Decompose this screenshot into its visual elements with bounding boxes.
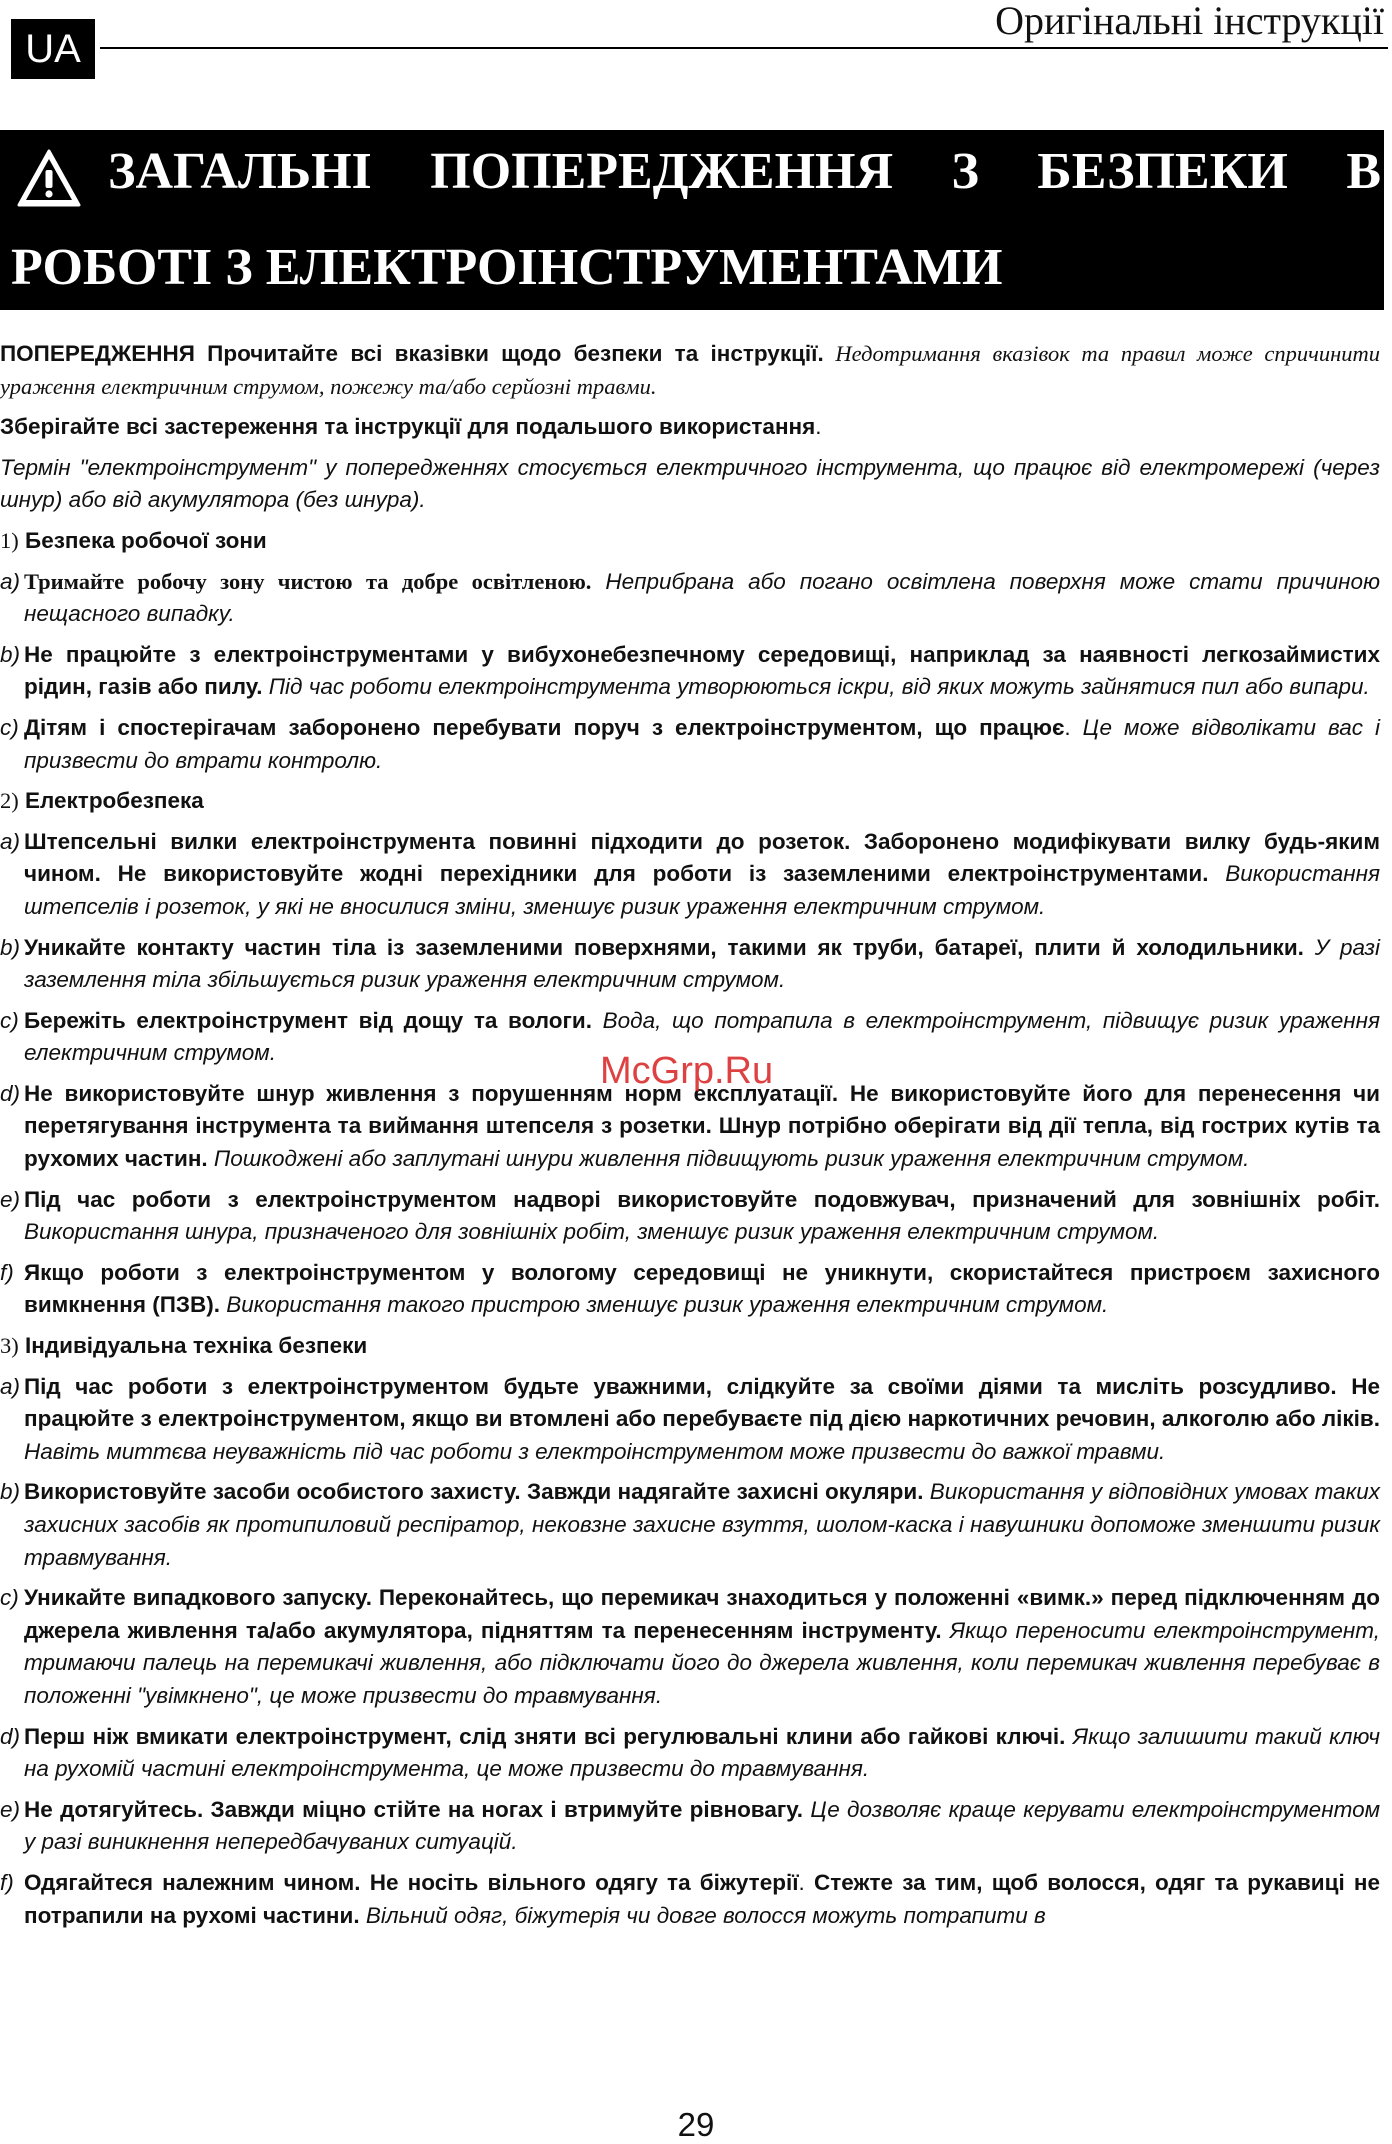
item-explanation: Це може відволікати вас і призвести до втрати контролю. [24,714,1380,773]
list-item [0,1371,1380,1469]
item-dot: . [798,1869,805,1895]
save-instruction: Зберігайте всі застереження та інструкції для подальшого використання [0,414,816,440]
save-paragraph [0,411,1380,444]
item-rule: Не використовуйте шнур живлення з порушенням норм експлуатації. Не використовуйте його для перенесення чи перетягування інструмента та виймання штепселя з розетки. Шнур потрібно оберігати від дії тепла, від гострих кутів та рухомих частин. [24,1080,1380,1172]
item-explanation: Неприбрана або погано освітлена поверхня може стати причиною нещасного випадку. [24,568,1380,627]
item-label: c) [0,1585,19,1611]
warning-lead: ПОПЕРЕДЖЕННЯ Прочитайте всі вказівки щодо безпеки та інструкції. [0,341,824,366]
term-paragraph [0,452,1380,517]
item-explanation: Якщо переносити електроінструмент, тримаючи палець на перемикачі живлення, або підключати його до джерела живлення, коли перемикач живлення перебуває в положенні "увімкнено", це може призвести до травмування. [24,1617,1380,1708]
list-item [0,826,1380,924]
item-label: a) [0,568,21,594]
section-title: Безпека робочої зони [25,527,267,553]
item-rule: Одягайтеся належним чином. Не носіть вільного одягу та біжутерії [24,1869,799,1895]
item-rule: Під час роботи з електроінструментом будьте уважними, слідкуйте за своїми діями та мисліть розсудливо. Не працюйте з електроінструментом, якщо ви втомлені або перебуваєте під дією наркотичних речовин, алкоголю або ліків. [24,1373,1380,1432]
item-label: b) [0,934,21,960]
item-label: c) [0,714,19,740]
list-item [0,1476,1380,1574]
section-number: 1) [0,527,19,553]
item-rule: Бережіть електроінструмент від дощу та вологи. [24,1007,592,1033]
item-rule: Не працюйте з електроінструментами у вибухонебезпечному середовищі, наприклад за наявності легкозаймистих рідин, газів або пилу. [24,641,1380,700]
item-rule: Перш ніж вмикати електроінструмент, слід зняти всі регулювальні клини або гайкові ключі. [24,1723,1066,1749]
item-label: e) [0,1796,21,1822]
item-dot: . [1064,714,1071,740]
instructions-body [0,338,1380,1940]
item-explanation: Вільний одяг, біжутерія чи довге волосся можуть потрапити в [359,1902,1046,1928]
list-item [0,566,1380,631]
item-label: b) [0,1479,21,1505]
item-label: a) [0,828,21,854]
section-heading [0,1330,1380,1363]
item-label: b) [0,641,21,667]
item-rule: Не дотягуйтесь. Завжди міцно стійте на ногах і втримуйте рівновагу. [24,1796,804,1822]
banner-title-line1: ЗАГАЛЬНІ ПОПЕРЕДЖЕННЯ З БЕЗПЕКИ В [108,143,1381,200]
item-rule: Якщо роботи з електроінструментом у вологому середовищі не уникнути, скористайтеся пристроєм захисного вимкнення (ПЗВ). [24,1259,1380,1318]
language-badge: UA [11,19,95,79]
list-item [0,932,1380,997]
item-label: f) [0,1869,14,1895]
section-title: Електробезпека [25,788,204,814]
term-definition: Термін "електроінструмент" у попередженнях стосується електричного інструмента, що працює від електромережі (через шнур) або від акумулятора (без шнура). [0,454,1380,513]
list-item [0,1794,1380,1859]
item-explanation: Це дозволяє краще керувати електроінструментом у разі виникнення непередбачуваних ситуацій. [24,1796,1381,1855]
item-rule: Використовуйте засоби особистого захисту. Завжди надягайте захисні окуляри. [24,1479,924,1505]
item-rule: Дітям і спостерігачам заборонено перебувати поруч з електроінструментом, що працює [24,714,1065,740]
warning-triangle-icon [16,148,82,208]
item-rule: Штепсельні вилки електроінструмента повинні підходити до розеток. Заборонено модифікувати вилку будь-яким чином. Не використовуйте жодні перехідники для роботи із заземленими електроінструментами. [24,828,1380,887]
item-explanation: У разі заземлення тіла збільшується ризик ураження електричним струмом. [24,934,1380,993]
list-item [0,1582,1380,1712]
section-title: Індивідуальна техніка безпеки [25,1333,368,1359]
document-title: Оригінальні інструкції [995,0,1384,43]
item-rule: Уникайте контакту частин тіла із заземленими поверхнями, такими як труби, батареї, плити й холодильники. [24,934,1304,960]
section-heading [0,525,1380,558]
section-number: 2) [0,788,19,814]
list-item [0,1721,1380,1786]
site-watermark: McGrp.Ru [600,1050,774,1092]
item-rule: Під час роботи з електроінструментом надворі використовуйте подовжувач, призначений для зовнішніх робіт. [24,1186,1380,1212]
list-item [0,1257,1380,1322]
item-explanation: Використання шнура, призначеного для зовнішніх робіт, зменшує ризик ураження електричним струмом. [24,1219,1160,1245]
save-dot: . [815,414,822,440]
warning-consequence: Недотримання вказівок та правил може спричинити ураження електричним струмом, пожежу та/або серйозні травми. [0,341,1380,399]
header-rule [100,47,1388,49]
item-explanation: Під час роботи електроінструмента утворюються іскри, від яких можуть зайнятися пил або випари. [262,674,1370,700]
item-label: c) [0,1007,19,1033]
list-item [0,712,1380,777]
list-item [0,1184,1380,1249]
item-label: d) [0,1080,21,1106]
item-explanation: Використання у відповідних умовах таких захисних засобів як протипиловий респіратор, нековзне захисне взуття, шолом-каска і навушники допоможе зменшити ризик травмування. [24,1479,1381,1570]
item-rule: Уникайте випадкового запуску. Переконайтесь, що перемикач знаходиться у положенні «вимк.» перед підключенням до джерела живлення та/або акумулятора, підняттям та перенесенням інструменту. [24,1585,1380,1643]
item-label: d) [0,1723,21,1749]
warning-paragraph [0,338,1380,403]
section-number: 3) [0,1333,19,1359]
item-rule: Тримайте робочу зону чистою та добре освітленою. [24,568,592,594]
item-explanation: Вода, що потрапила в електроінструмент, підвищує ризик ураження електричним струмом. [24,1007,1380,1066]
item-rule-continued: Стежте за тим, щоб волосся, одяг та рукавиці не потрапили на рухомі частини. [24,1869,1381,1928]
item-explanation: Якщо залишити такий ключ на рухомій частині електроінструмента, це може призвести до травмування. [24,1723,1381,1782]
section-heading [0,785,1380,818]
item-label: a) [0,1373,21,1399]
item-explanation: Пошкоджені або заплутані шнури живлення підвищують ризик ураження електричним струмом. [207,1146,1250,1172]
item-explanation: Навіть миттєва неуважність під час роботи з електроінструментом може призвести до важкої травми. [24,1438,1166,1464]
list-item [0,1867,1380,1932]
banner-title-line2: РОБОТІ З ЕЛЕКТРОІНСТРУМЕНТАМИ [11,239,1003,296]
item-explanation: Використання такого пристрою зменшує ризик ураження електричним струмом. [220,1292,1109,1318]
list-item [0,639,1380,704]
page-number: 29 [677,2106,715,2143]
item-label: f) [0,1259,14,1285]
item-explanation: Використання штепселів і розеток, у які не вносилися зміни, зменшує ризик ураження електричним струмом. [24,861,1380,919]
item-label: e) [0,1186,21,1212]
